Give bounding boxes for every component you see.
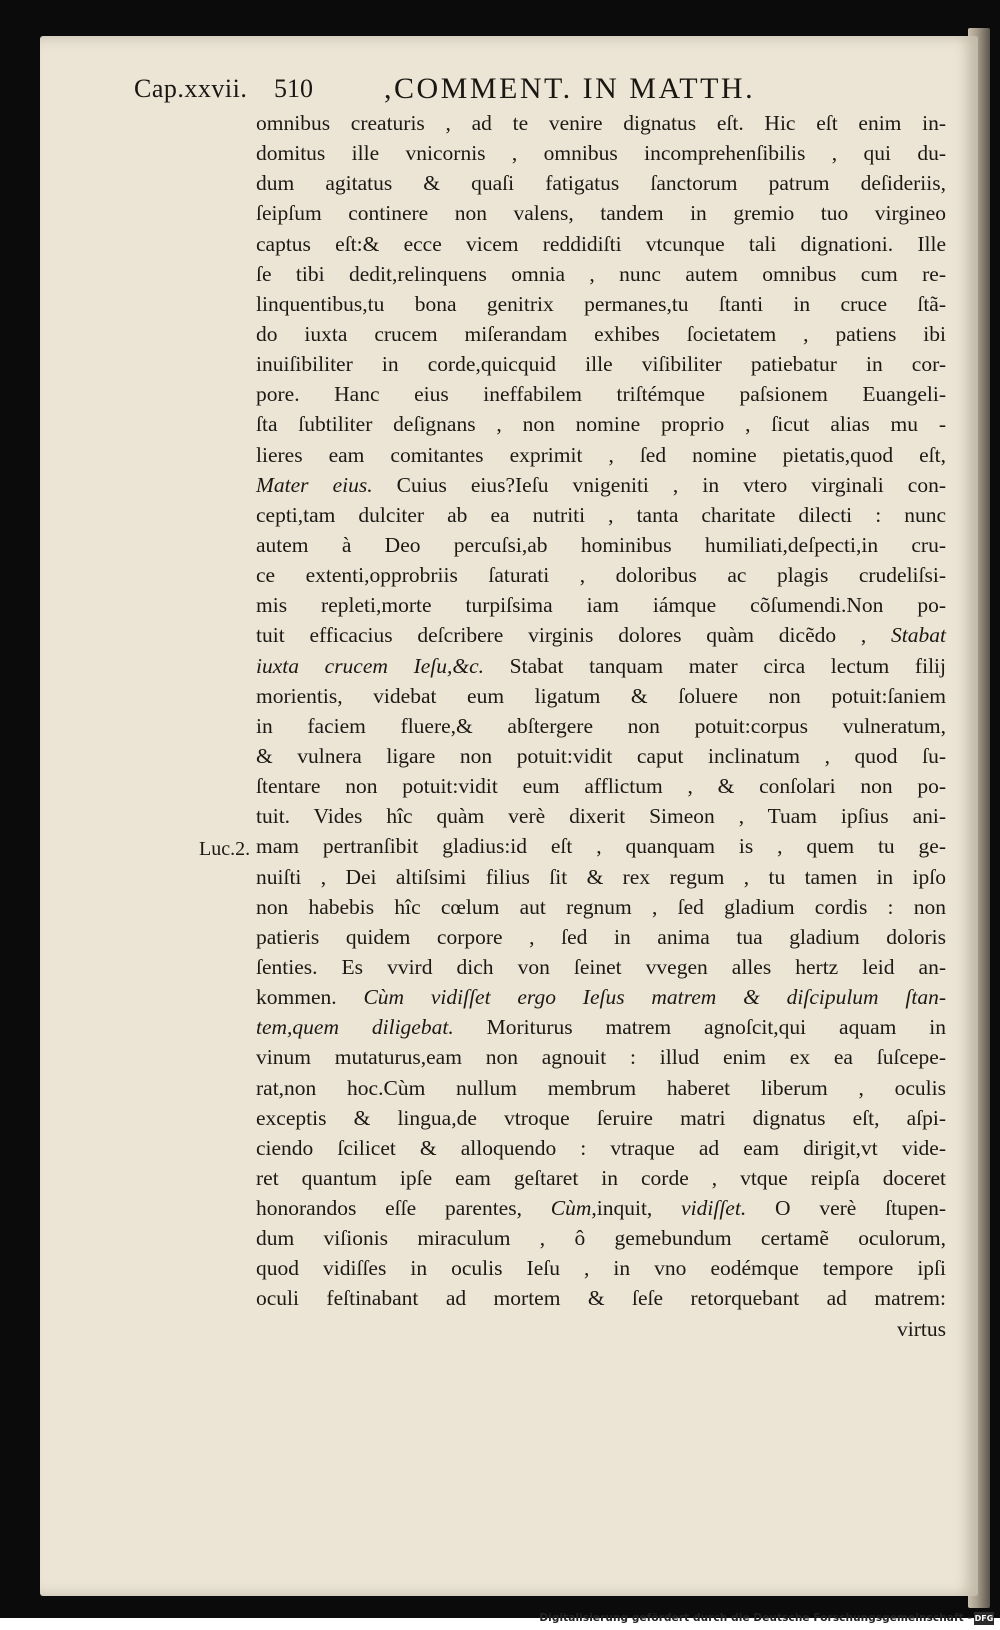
body-text [256,108,946,1344]
text-line [256,440,946,470]
text-segment: ſe tibi dedit,relinquens omnia , nunc autem omnibus cum re- [256,261,946,286]
text-line [256,229,946,259]
text-segment: tuit. Vides hîc quàm verè dixerit Simeon , Tuam ipſius ani- [256,804,946,829]
text-segment: oculi feſtinabant ad mortem & ſeſe retorquebant ad matrem: [256,1286,946,1311]
text-line [256,470,946,500]
text-line [256,319,946,349]
text-line [256,741,946,771]
text-line [256,831,946,861]
chapter-label: Cap.xxvii. [134,74,248,103]
text-segment: mam pertranſibit gladius:id eſt , quanquam is , quem tu ge- [256,834,946,859]
italic-segment: Stabat [891,623,946,648]
text-line [256,771,946,801]
text-segment: captus eſt:& ecce vicem reddidiſti vtcunque tali dignationi. Ille [256,231,946,256]
text-line [256,1283,946,1313]
running-title: ,COMMENT. IN MATTH. [384,72,756,105]
text-line [256,651,946,681]
text-segment: morientis, videbat eum ligatum & ſoluere non potuit:ſaniem [256,683,946,708]
text-segment: patieris quidem corpore , ſed in anima tua gladium doloris [256,924,946,949]
text-segment: vinum mutaturus,eam non agnouit : illud enim ex ea ſuſcepe- [256,1045,946,1070]
page-number: 510 [274,74,313,103]
text-segment: pore. Hanc eius ineffabilem triſtémque paſsionem Euangeli- [256,382,946,407]
text-segment: ,inquit, [591,1196,682,1221]
text-segment: inuiſibiliter in corde,quicquid ille viſibiliter patiebatur in cor- [256,352,946,377]
italic-segment: vidiſſet. [681,1196,747,1221]
italic-segment: tem,quem diligebat. [256,1015,454,1040]
text-line [256,1253,946,1283]
text-segment: & vulnera ligare non potuit:vidit caput inclinatum , quod ſu- [256,743,946,768]
text-segment: ſeipſum continere non valens, tandem in gremio tuo virgineo [256,201,946,226]
text-segment: domitus ille vnicornis , omnibus incomprehenſibilis , qui du- [256,141,946,166]
text-segment: non habebis hîc cœlum aut regnum , ſed gladium cordis : non [256,894,946,919]
text-segment: nuiſti , Dei altiſsimi filius ſit & rex regum , tu tamen in ipſo [256,864,946,889]
text-line [256,379,946,409]
text-segment: do iuxta crucem miſerandam exhibes ſocietatem , patiens ibi [256,321,946,346]
text-segment: linquentibus,tu bona genitrix permanes,tu ſtanti in cruce ſtã- [256,291,946,316]
text-segment: cepti,tam dulciter ab ea nutriti , tanta charitate dilecti : nunc [256,502,946,527]
text-line [256,892,946,922]
text-line [256,198,946,228]
italic-segment: iuxta crucem Ieſu,&c. [256,653,485,678]
text-line [256,409,946,439]
italic-segment: Mater eius. [256,472,373,497]
text-segment: ſta ſubtiliter deſignans , non nomine proprio , ſicut alias mu - [256,412,946,437]
text-segment: honorandos eſſe parentes, [256,1196,551,1221]
text-line [256,259,946,289]
text-line [256,801,946,831]
text-segment: kommen. [256,985,364,1010]
text-line [256,590,946,620]
text-line [256,168,946,198]
text-line [256,500,946,530]
text-line [256,1133,946,1163]
text-line [256,530,946,560]
text-line [256,620,946,650]
text-line [256,952,946,982]
text-segment: ciendo ſcilicet & alloquendo : vtraque ad eam dirigit,vt vide- [256,1135,946,1160]
text-segment: mis repleti,morte turpiſsima iam iámque cõſumendi.Non po- [256,593,946,618]
text-segment: rat,non hoc.Cùm nullum membrum haberet liberum , oculis [256,1075,946,1100]
catchword: virtus [897,1316,946,1341]
text-segment: in faciem fluere,& abſtergere non potuit:corpus vulneratum, [256,713,946,738]
text-segment: Stabat tanquam mater circa lectum filij [484,653,946,678]
text-line [256,1103,946,1133]
footer-credit: Digitalisierung gefördert durch die Deutsche Forschungsgemeinschaft - [539,1612,972,1624]
text-line [256,138,946,168]
text-line [256,711,946,741]
text-line [256,349,946,379]
text-segment: O verè ſtupen- [746,1196,947,1221]
text-segment: dum agitatus & quaſi fatigatus ſanctorum patrum deſideriis, [256,171,946,196]
text-segment: tuit efficacius deſcribere virginis dolores quàm dicẽdo , [256,623,892,648]
text-segment: Moriturus matrem agnoſcit,qui aquam in [453,1015,946,1040]
text-line [256,922,946,952]
text-line [256,1223,946,1253]
text-segment: lieres eam comitantes exprimit , ſed nomine pietatis,quod eſt, [256,442,946,467]
text-segment: exceptis & lingua,de vtroque ſeruire matri dignatus eſt, aſpi- [256,1105,946,1130]
text-line [256,1073,946,1103]
text-line [256,862,946,892]
text-line [256,108,946,138]
text-line [256,982,946,1012]
dfg-logo: DFG [974,1614,994,1623]
italic-segment: Cùm vidiſſet ergo Ieſus matrem & diſcipulum ſtan- [363,985,947,1010]
text-segment: omnibus creaturis , ad te venire dignatus eſt. Hic eſt enim in- [256,111,946,135]
text-segment: ret quantum ipſe eam geſtaret in corde , vtque reipſa doceret [256,1165,946,1190]
italic-segment: Cùm [550,1196,592,1221]
text-segment: ſenties. Es vvird dich von ſeinet vvegen alles hertz leid an- [256,954,946,979]
text-line [256,560,946,590]
text-line [256,681,946,711]
text-segment: dum viſionis miraculum , ô gemebundum certamẽ oculorum, [256,1226,946,1251]
text-segment: Cuius eius?Ieſu vnigeniti , in vtero virginali con- [372,472,946,497]
text-line [256,1012,946,1042]
text-segment: ce extenti,opprobriis ſaturati , doloribus ac plagis crudeliſsi- [256,563,946,588]
text-line [256,289,946,319]
text-line [256,1193,946,1223]
text-segment: autem à Deo percuſsi,ab hominibus humiliati,deſpecti,in cru- [256,532,946,557]
text-segment: ſtentare non potuit:vidit eum afflictum , & conſolari non po- [256,774,946,799]
running-header [86,66,946,106]
text-line [256,1163,946,1193]
marginal-note: Luc.2. [199,838,251,860]
text-line [256,1042,946,1072]
text-segment: quod vidiſſes in oculis Ieſu , in vno eodémque tempore ipſi [256,1256,946,1281]
